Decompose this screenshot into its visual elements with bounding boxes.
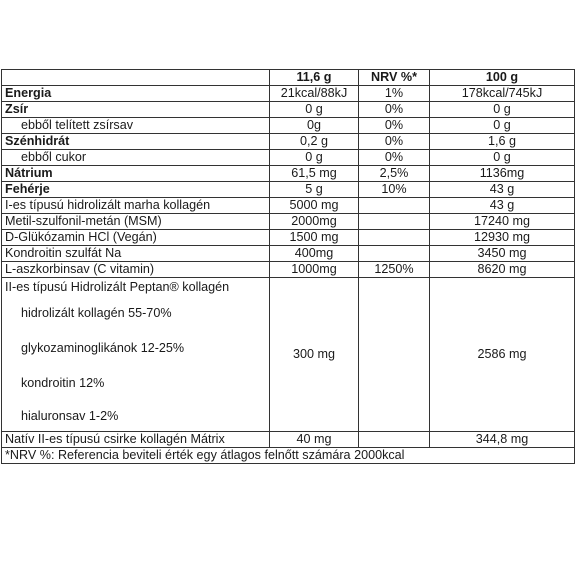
footnote: *NRV %: Referencia beviteli érték egy átlagos felnőtt számára 2000kcal bbox=[2, 448, 575, 464]
row-label: ebből telített zsírsav bbox=[2, 118, 270, 134]
row-nrv-value bbox=[359, 230, 430, 246]
row-portion-value: 5 g bbox=[270, 182, 359, 198]
header-row bbox=[2, 70, 575, 86]
row-portion-value: 0,2 g bbox=[270, 134, 359, 150]
row-nrv-value: 0% bbox=[359, 150, 430, 166]
table-row bbox=[2, 198, 575, 214]
row-nrv-value: 10% bbox=[359, 182, 430, 198]
row-nrv-value: 1% bbox=[359, 86, 430, 102]
row-label: Nátrium bbox=[2, 166, 270, 182]
peptan-label-cell bbox=[2, 278, 270, 432]
nutrition-table bbox=[1, 69, 575, 464]
row-portion-value: 21kcal/88kJ bbox=[270, 86, 359, 102]
row-100g-value: 3450 mg bbox=[430, 246, 575, 262]
peptan-nrv-value bbox=[359, 278, 430, 432]
table-row bbox=[2, 432, 575, 448]
row-nrv-value: 1250% bbox=[359, 262, 430, 278]
table-row bbox=[2, 118, 575, 134]
table-row bbox=[2, 150, 575, 166]
peptan-component: kondroitin 12% bbox=[21, 376, 105, 390]
row-100g-value: 43 g bbox=[430, 198, 575, 214]
peptan-component: hidrolizált kollagén 55-70% bbox=[21, 306, 172, 320]
header-name bbox=[2, 70, 270, 86]
row-label: Zsír bbox=[2, 102, 270, 118]
row-portion-value: 400mg bbox=[270, 246, 359, 262]
row-label: Energia bbox=[2, 86, 270, 102]
row-nrv-value bbox=[359, 246, 430, 262]
row-nrv-value: 0% bbox=[359, 102, 430, 118]
table-row bbox=[2, 166, 575, 182]
row-100g-value: 0 g bbox=[430, 102, 575, 118]
row-portion-value: 61,5 mg bbox=[270, 166, 359, 182]
row-nrv-value: 2,5% bbox=[359, 166, 430, 182]
row-label: ebből cukor bbox=[2, 150, 270, 166]
row-100g-value: 8620 mg bbox=[430, 262, 575, 278]
row-portion-value: 0 g bbox=[270, 150, 359, 166]
row-label: Kondroitin szulfát Na bbox=[2, 246, 270, 262]
row-label: Metil-szulfonil-metán (MSM) bbox=[2, 214, 270, 230]
row-100g-value: 0 g bbox=[430, 150, 575, 166]
header-100g: 100 g bbox=[430, 70, 575, 86]
peptan-title: II-es típusú Hidrolizált Peptan® kollagén bbox=[5, 280, 230, 294]
row-nrv-value: 0% bbox=[359, 118, 430, 134]
row-100g-value: 43 g bbox=[430, 182, 575, 198]
row-label: I-es típusú hidrolizált marha kollagén bbox=[2, 198, 270, 214]
row-nrv-value bbox=[359, 214, 430, 230]
table-body bbox=[2, 86, 575, 464]
row-portion-value: 5000 mg bbox=[270, 198, 359, 214]
row-100g-value: 344,8 mg bbox=[430, 432, 575, 448]
table-row bbox=[2, 230, 575, 246]
table-row bbox=[2, 262, 575, 278]
table-row bbox=[2, 182, 575, 198]
row-100g-value: 1136mg bbox=[430, 166, 575, 182]
peptan-portion-value: 300 mg bbox=[270, 278, 359, 432]
header-portion: 11,6 g bbox=[270, 70, 359, 86]
peptan-100g-value: 2586 mg bbox=[430, 278, 575, 432]
table-row bbox=[2, 86, 575, 102]
row-100g-value: 178kcal/745kJ bbox=[430, 86, 575, 102]
table-row bbox=[2, 134, 575, 150]
footnote-row bbox=[2, 448, 575, 464]
row-nrv-value bbox=[359, 432, 430, 448]
row-100g-value: 12930 mg bbox=[430, 230, 575, 246]
row-label: D-Glükózamin HCl (Vegán) bbox=[2, 230, 270, 246]
row-nrv-value bbox=[359, 198, 430, 214]
row-portion-value: 1500 mg bbox=[270, 230, 359, 246]
peptan-component: glykozaminoglikánok 12-25% bbox=[21, 341, 185, 355]
row-nrv-value: 0% bbox=[359, 134, 430, 150]
table-row bbox=[2, 246, 575, 262]
row-label: Szénhidrát bbox=[2, 134, 270, 150]
row-portion-value: 0g bbox=[270, 118, 359, 134]
table-row bbox=[2, 102, 575, 118]
header-nrv: NRV %* bbox=[359, 70, 430, 86]
row-portion-value: 2000mg bbox=[270, 214, 359, 230]
row-portion-value: 1000mg bbox=[270, 262, 359, 278]
row-portion-value: 0 g bbox=[270, 102, 359, 118]
row-label: L-aszkorbinsav (C vitamin) bbox=[2, 262, 270, 278]
row-label: Fehérje bbox=[2, 182, 270, 198]
row-100g-value: 17240 mg bbox=[430, 214, 575, 230]
table-row-peptan bbox=[2, 278, 575, 432]
row-portion-value: 40 mg bbox=[270, 432, 359, 448]
table-row bbox=[2, 214, 575, 230]
row-100g-value: 1,6 g bbox=[430, 134, 575, 150]
row-label: Natív II-es típusú csirke kollagén Mátrix bbox=[2, 432, 270, 448]
peptan-component: hialuronsav 1-2% bbox=[21, 409, 119, 423]
row-100g-value: 0 g bbox=[430, 118, 575, 134]
